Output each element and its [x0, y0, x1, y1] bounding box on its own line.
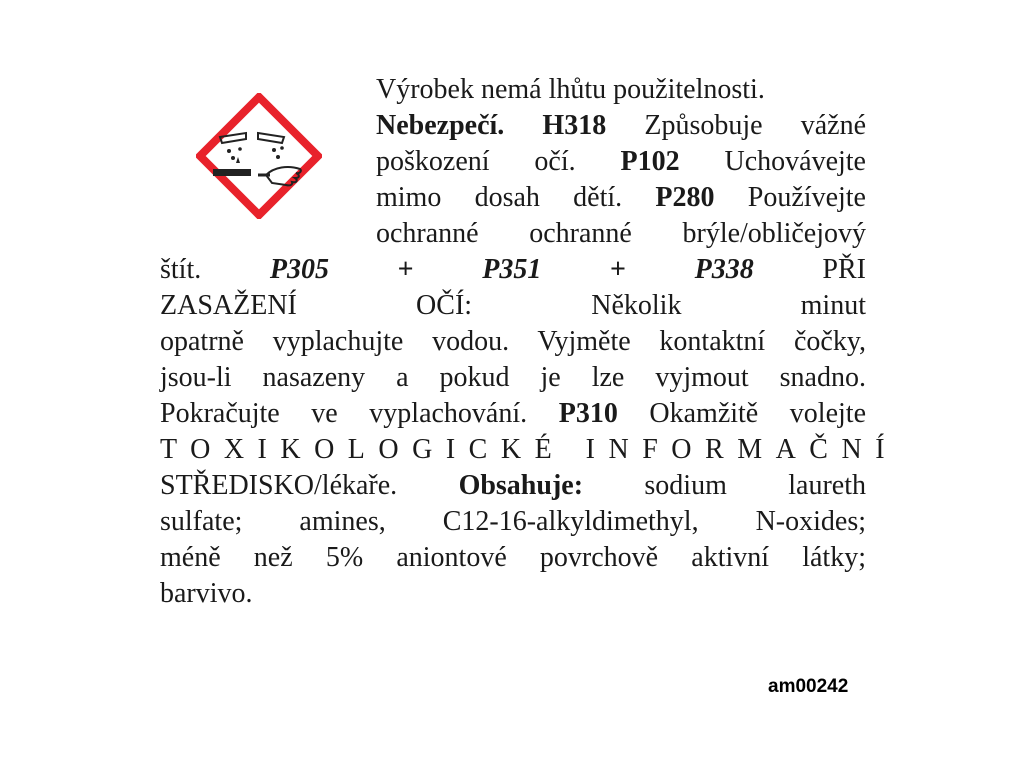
text-fragment: Způsobuje vážné [606, 110, 867, 141]
text-fragment: ochranné ochranné brýle/obličejový [376, 218, 866, 249]
text-fragment: ZASAŽENÍ OČÍ: Několik minut [160, 290, 866, 321]
text-line-13 [160, 504, 866, 540]
text-p351: P351 [482, 254, 542, 285]
text-fragment: sodium laureth [583, 470, 866, 501]
text-line-9 [160, 360, 866, 396]
text-fragment: STŘEDISKO/lékaře. [160, 470, 459, 501]
text-fragment: jsou-li nasazeny a pokud je lze vyjmout snadno. [160, 362, 866, 393]
text-shelf-life: Výrobek nemá lhůtu použitelnosti. [376, 74, 765, 105]
text-p338: P338 [694, 254, 754, 285]
text-fragment: Okamžitě volejte [617, 398, 866, 429]
text-fragment: opatrně vyplachujte vodou. Vyjměte kontaktní čočky, [160, 326, 866, 357]
text-fragment: štít. [160, 254, 270, 285]
text-fragment: Uchovávejte [679, 146, 866, 177]
text-fragment: barvivo. [160, 578, 253, 609]
text-contains: Obsahuje: [458, 470, 584, 501]
ghs-pictogram [160, 72, 368, 252]
text-plus: + [329, 254, 483, 285]
text-fragment: sulfate; amines, C12-16-alkyldimethyl, N-oxides; [160, 506, 866, 537]
text-line-11 [160, 432, 899, 468]
text-line-14 [160, 540, 866, 576]
text-fragment: TOXIKOLOGICKÉ INFORMAČNÍ [160, 434, 899, 465]
text-fragment: PŘI [753, 254, 866, 285]
text-plus: + [541, 254, 695, 285]
product-code: am00242 [768, 676, 849, 697]
text-line-6 [160, 252, 866, 288]
text-p310: P310 [558, 398, 618, 429]
text-fragment: Používejte [714, 182, 866, 213]
text-p280: P280 [655, 182, 715, 213]
text-fragment: mimo dosah dětí. [376, 182, 656, 213]
text-line-7 [160, 288, 866, 324]
text-line-12 [160, 468, 866, 504]
text-line-15 [160, 576, 866, 612]
text-p102: P102 [620, 146, 680, 177]
label-text-block [160, 72, 899, 612]
text-fragment: poškození očí. [376, 146, 621, 177]
text-p305: P305 [269, 254, 329, 285]
text-line-8 [160, 324, 866, 360]
text-fragment: méně než 5% aniontové povrchově aktivní látky; [160, 542, 866, 573]
text-line-10 [160, 396, 866, 432]
corrosion-icon [196, 93, 322, 219]
text-hazard-h318: Nebezpečí. H318 [376, 110, 607, 141]
text-fragment: Pokračujte ve vyplachování. [160, 398, 559, 429]
